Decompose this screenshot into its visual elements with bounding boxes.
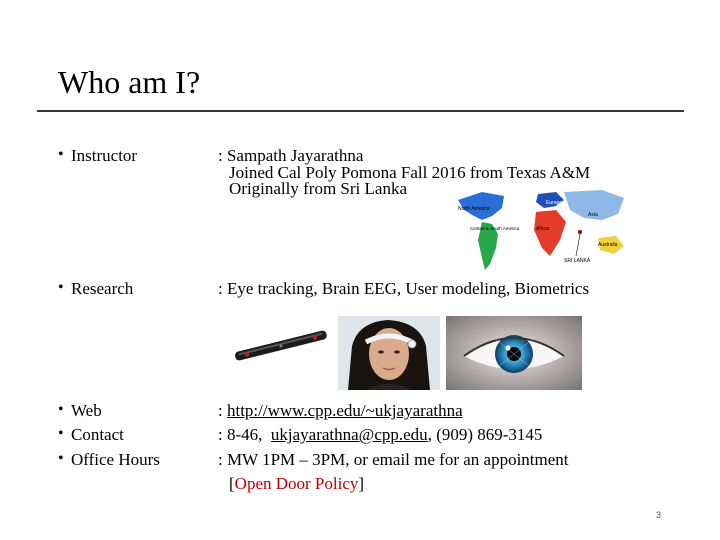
policy-open-bracket: [ [229,474,235,493]
title-divider [37,110,684,112]
map-label-asia: Asia [588,212,598,218]
web-line [218,402,463,419]
policy-line [229,475,364,492]
map-label-africa: Africa [536,226,549,232]
eye-tracker-image [228,318,334,372]
map-label-sri-lanka: SRI LANKA [564,258,591,264]
map-label-australia: Australia [598,242,618,248]
policy-close-bracket: ] [358,474,365,493]
bullet-icon: • [58,279,64,296]
contact-label: Contact [71,425,124,444]
bullet-icon: • [58,425,64,442]
instructor-label: Instructor [71,146,138,165]
map-label-europe: Europe [546,200,563,206]
eeg-headset-image [338,316,440,390]
web-link[interactable]: http://www.cpp.edu/~ukjayarathna [226,401,463,420]
research-label: Research [71,279,134,298]
contact-prefix: : 8-46, [218,425,271,444]
bullet-icon: • [58,450,64,467]
bullet-icon: • [58,146,64,163]
map-label-north-america: North America [458,206,490,212]
map-label-south-america: Central & South America [470,226,520,231]
page-number: 3 [656,510,662,520]
contact-line [218,426,542,443]
bullet-icon: • [58,401,64,418]
instructor-origin: Originally from Sri Lanka [229,179,407,198]
world-map-image [452,186,632,276]
open-door-policy-text: Open Door Policy [234,474,359,493]
web-label: Web [71,401,102,420]
office-hours-label: Office Hours [71,450,160,469]
eye-closeup-image [446,316,582,390]
email-link[interactable]: ukjayarathna@cpp.edu [270,425,428,444]
instructor-joined: Joined Cal Poly Pomona Fall 2016 from Texas A&M [229,163,591,182]
phone-text: , (909) 869-3145 [427,425,543,444]
research-text: : Eye tracking, Brain EEG, User modeling, Biometrics [218,279,590,298]
instructor-name: : Sampath Jayarathna [218,146,364,165]
sri-lanka-marker [578,230,582,234]
office-hours-text: : MW 1PM – 3PM, or email me for an appointment [218,450,569,469]
slide-title: Who am I? [58,64,201,100]
web-prefix: : [218,401,227,420]
